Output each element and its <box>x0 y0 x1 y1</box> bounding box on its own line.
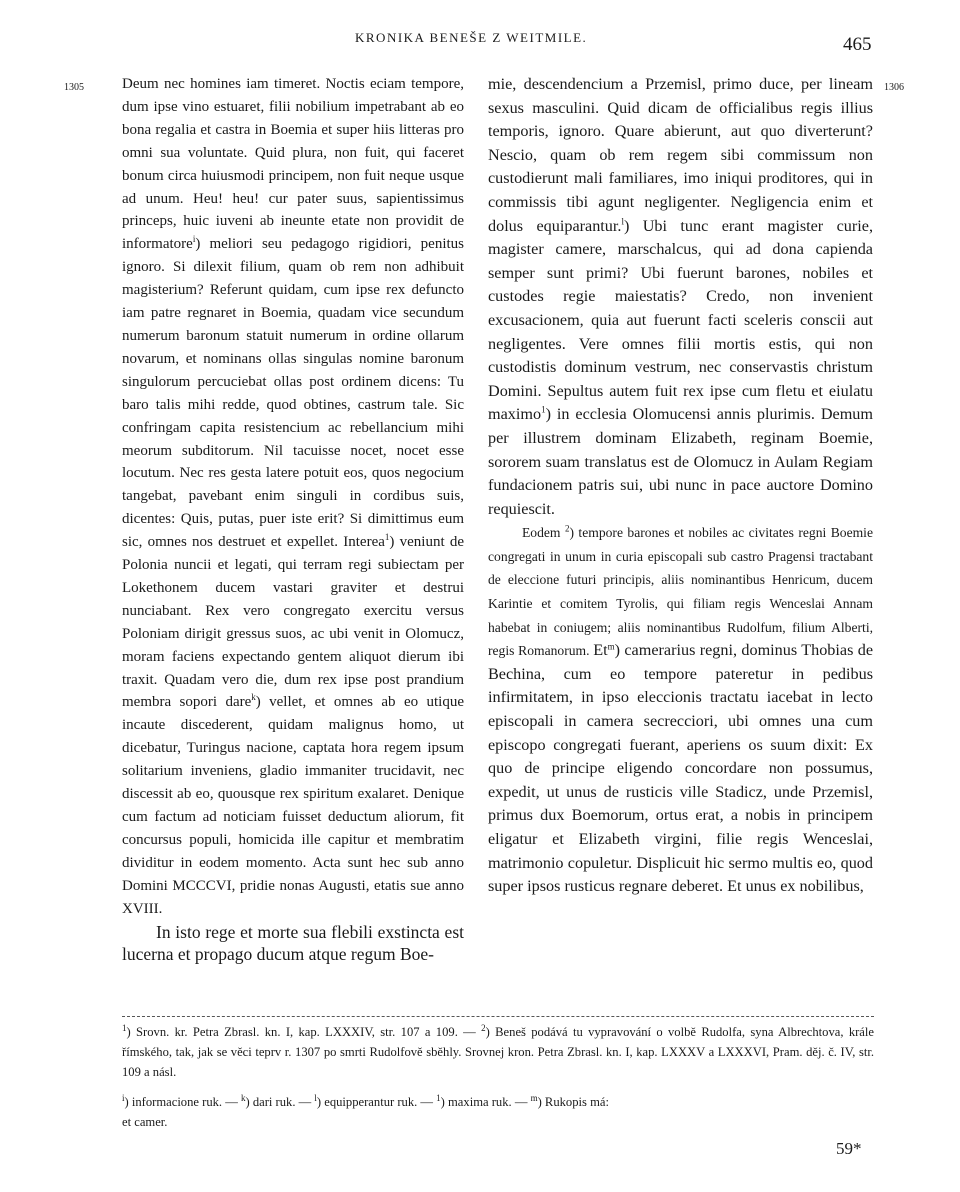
note-mark-k: k <box>251 692 256 703</box>
left-paragraph-3: In isto rege et morte sua flebili exstincta est lucerna et propago ducum atque regum Boe- <box>122 921 464 965</box>
left-text-2a: cur pater suus, sapientissimus princeps, huic iuveni ab ineunte etate non providit de informatore <box>122 190 465 253</box>
footnote-2: ) Beneš podává tu vypravování o volbě Rudolfa, syna Albrechtova, krále římského, tak, jak se věci teprv r. 1307 po smrti Rudolfově sběhly. Srovnej kron. Petra Zbrasl. kn. I, kap. LXXXV a LXXXVI, Pram. děj. č. IV, str. 109 a násl. <box>122 1025 874 1079</box>
variant-l: ) equipperantur ruk. — <box>316 1095 434 1109</box>
footnote-variants <box>122 1092 874 1112</box>
page-number: 465 <box>843 34 872 55</box>
right-text-2d: ) camerarius regni, dominus Thobias de Bechina, cum eo tempore pateretur in pedibus infirmitatem, in ipso eleccionis tractatu iacebat in lecto episcopali in camera secrecciori, ubi omnes una cum episcopo congregati fuerant, aperiens os suum dixit: Ex quo de principe eligendo concordare non possumus, expedit, ut unus de rusticis ville Stadicz, unde Przemisl, primus dux Boemorum, ortus erat, a nobis in principem eligatur et Elizabeth virgini, filie regis Wenceslai, matrimonio copuletur. Displicuit hic sermo multis eo, quod super ipsos rusticus regnare deberet. Et unus ex nobilibus, <box>488 641 873 896</box>
right-text-2c: Et <box>593 641 608 660</box>
variant-1: ) maxima ruk. — <box>440 1095 528 1109</box>
note-mark-1: 1 <box>384 532 390 543</box>
footnotes <box>122 1022 874 1132</box>
running-head: KRONIKA BENEŠE Z WEITMILE. <box>355 30 588 45</box>
footnote-last-line: et camer. <box>122 1115 168 1129</box>
note-mark-i: i <box>192 234 196 245</box>
footnote-historical <box>122 1022 874 1082</box>
footnote-gap <box>122 1082 874 1092</box>
signature-mark: 59* <box>836 1139 862 1158</box>
right-paragraph-1 <box>488 73 873 521</box>
variant-mark-l: l <box>314 1092 317 1103</box>
footnote-1: ) Srovn. kr. Petra Zbrasl. kn. I, kap. LXXXIV, str. 107 a 109. — <box>126 1025 476 1039</box>
footnote-rule <box>122 1016 874 1017</box>
left-text-2c: ) veniunt de Polonia nuncii et legati, qui terram regi subiectam per Lokethonem ducem vastari graviter et destrui nunciabant. Rex vero congregato exercitu versus Poloniam dirigit gressus suos, ac ubi venit in Olomucz, moram faciens expectando gentem aliquot dierum ibi traxit. Quadam vero die, dum rex ipse post prandium membra sopori dare <box>122 534 464 711</box>
right-text-1a: mie, descendencium a Przemisl, primo duce, per lineam sexus masculini. Quid dicam de officialibus regis illius temporis, ignoro. Quare abierunt, aut quo diverterunt? Nescio, quam ob rem regem sibi commissum non custodierunt mali familiares, imo iniqui proditores, qui in commissis tibi agunt negligenter. Negligencia enim et dolus equiparantur. <box>488 75 873 235</box>
margin-year-right: 1306 <box>884 82 904 93</box>
variant-mark-k: k <box>240 1092 246 1103</box>
right-text-1b: ) Ubi tunc erant magister curie, magister camere, marschalcus, qui ad dona capienda semper sunt primi? Ubi fuerunt barones, nobiles et custodes regie maiestatis? Credo, non invenient excusacionem, quia aut fuerunt facti sceleris conscii aut negligentes. Vere omnes filii mortis estis, qui non custodistis dominum vestrum, nec conservastis christum Domini. Sepultus autem fuit rex ipse cum fletu et eiulatu maximo <box>488 216 874 424</box>
left-text-2b: ) meliori seu pedagogo rigidiori, penitus ignoro. Si dilexit filium, quam ob rem non adhibuit magisterium? Referunt quidam, cum ipse rex defuncto iam patre regnaret in Boemia, quadam vice secundum numerum baronum statuit numerum in ordine ollarum novarum, et nominans ollas singulas nomine baronum singulorum percuciebat ollas post ordinem dicens: Tu baro talis mihi redde, quod obtines, castrum tale. Sic confringam capita resistencium ac rebellancium mihi meorum subditorum. Nil tacuisse nocet, nocet esse locutum. Nec res gesta latere potuit eos, quos negocium tangebat, pavebant enim singuli in cordibus suis, dicentes: Quis, putas, puer iste erit? Si dimittimus eum sic, omnes nos destruet et expellet. Interea <box>122 236 464 551</box>
left-text-2d: ) vellet, et omnes ab eo utique incaute discederent, quidam malignus homo, ut dicebatur, Turingus nacione, captata hora regem ipsum solitarium inveniens, gladio immaniter trucidavit, nec discessit ab eo, quousque rex spiritum exalaret. Denique cum factum ad noticiam fuisset deductum aliorum, fit concursus populi, homicida ille capitur et membratim dividitur in eodem momento. Acta sunt hec sub anno Domini MCCCVI, pridie nonas Augusti, etatis sue anno XVIII. <box>122 694 464 917</box>
right-column <box>488 73 873 899</box>
note-mark-l: l <box>621 216 624 227</box>
left-text-1: Deum nec homines iam timeret. Noctis eciam tempore, dum ipse vino estuaret, filii nobilium impetrabant ab eo bona regalia et castra in Boemia et super hiis litteras pro omni sua voluntate. Quid plura, non fuit, qui faceret bonum circa huiusmodi principem, non fuit neque usque ad unum. Heu! heu! <box>122 76 464 207</box>
variant-mark-i: i <box>122 1092 125 1103</box>
note-mark-2: 2 <box>564 523 570 534</box>
right-paragraph-2a <box>488 521 873 899</box>
variant-mark-1: 1 <box>436 1092 441 1103</box>
left-paragraph-1 <box>122 73 464 921</box>
note-mark-m: m <box>607 641 615 652</box>
footnote-mark-2: 2 <box>481 1022 486 1033</box>
margin-year-left: 1305 <box>64 82 84 93</box>
variant-k: ) dari ruk. — <box>245 1095 312 1109</box>
right-text-2b: ) tempore barones et nobiles ac civitates regni Boemie congregati in unum in curia episcopali sub castro Pragensi tractabant de eleccione futuri principis, aliis nominantibus Henricum, ducem Karintie et comitem Tyrolis, qui filiam regis Wenceslai Annam habebat in coniugem; aliis nominantibus Rudolfum, filium Alberti, regis Romanorum. <box>488 525 873 659</box>
right-text-1c: ) in ecclesia Olomucensi annis plurimis. Demum per illustrem dominam Elizabeth, reginam Boemie, sororem suam translatus est de Olomucz in Aulam Regiam fundacionem patris sui, ubi nunc in pace auctore Domino requiescit. <box>488 405 873 518</box>
right-text-2a: Eodem <box>522 525 561 541</box>
variant-mark-m: m <box>530 1092 538 1103</box>
footnote-mark-1: 1 <box>122 1022 127 1033</box>
variant-i: ) informacione ruk. — <box>124 1095 238 1109</box>
variant-m: ) Rukopis má: <box>537 1095 609 1109</box>
left-column <box>122 73 464 966</box>
note-mark-1b: 1 <box>541 404 546 415</box>
